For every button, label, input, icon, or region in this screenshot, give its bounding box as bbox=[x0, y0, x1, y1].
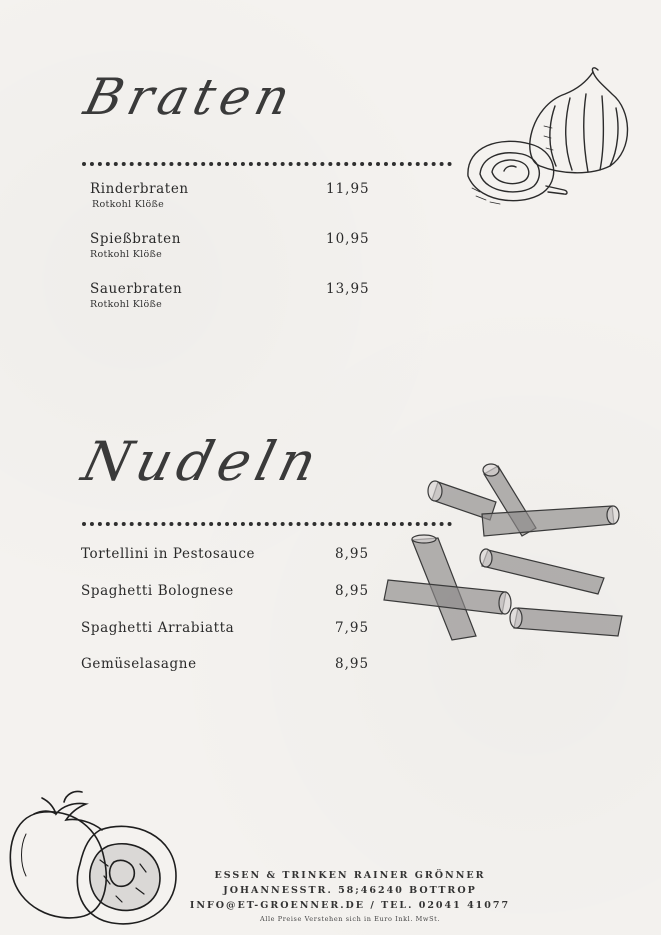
menu-item-price: 7,95 bbox=[335, 620, 370, 636]
menu-item-price: 8,95 bbox=[335, 656, 370, 672]
section-title-nudeln: Nudeln bbox=[76, 430, 329, 493]
footer-contact: INFO@ET-GROENNER.DE / TEL. 02041 41077 bbox=[189, 900, 511, 911]
footer-price-note: Alle Preise Verstehen sich in Euro Inkl. MwSt. bbox=[259, 915, 441, 923]
menu-item-name: Spießbraten bbox=[90, 231, 182, 247]
footer-address: JOHANNESSTR. 58;46240 BOTTROP bbox=[223, 885, 477, 896]
menu-item-price: 8,95 bbox=[335, 583, 370, 599]
menu-item-name: Spaghetti Arrabiatta bbox=[81, 620, 235, 636]
menu-item-name: Sauerbraten bbox=[90, 281, 183, 297]
menu-item-name: Tortellini in Pestosauce bbox=[81, 546, 256, 562]
menu-item-price: 8,95 bbox=[335, 546, 370, 562]
menu-item-sides: Rotkohl Klöße bbox=[90, 249, 163, 260]
onion-icon bbox=[460, 66, 640, 216]
dotted-divider bbox=[82, 162, 452, 166]
menu-item-name: Spaghetti Bolognese bbox=[81, 583, 234, 599]
penne-pasta-icon bbox=[378, 458, 633, 648]
section-title-braten: Braten bbox=[78, 68, 302, 126]
menu-item-name: Rinderbraten bbox=[90, 181, 189, 197]
menu-item-price: 11,95 bbox=[326, 181, 370, 197]
menu-item-name: Gemüselasagne bbox=[81, 656, 197, 672]
menu-item-price: 10,95 bbox=[326, 231, 370, 247]
menu-item-sides: Rotkohl Klöße bbox=[90, 299, 163, 310]
menu-item-sides: Rotkohl Klöße bbox=[92, 199, 165, 210]
footer-business-name: ESSEN & TRINKEN RAINER GRÖNNER bbox=[214, 870, 486, 881]
tomato-icon bbox=[4, 784, 184, 934]
menu-item-price: 13,95 bbox=[326, 281, 370, 297]
